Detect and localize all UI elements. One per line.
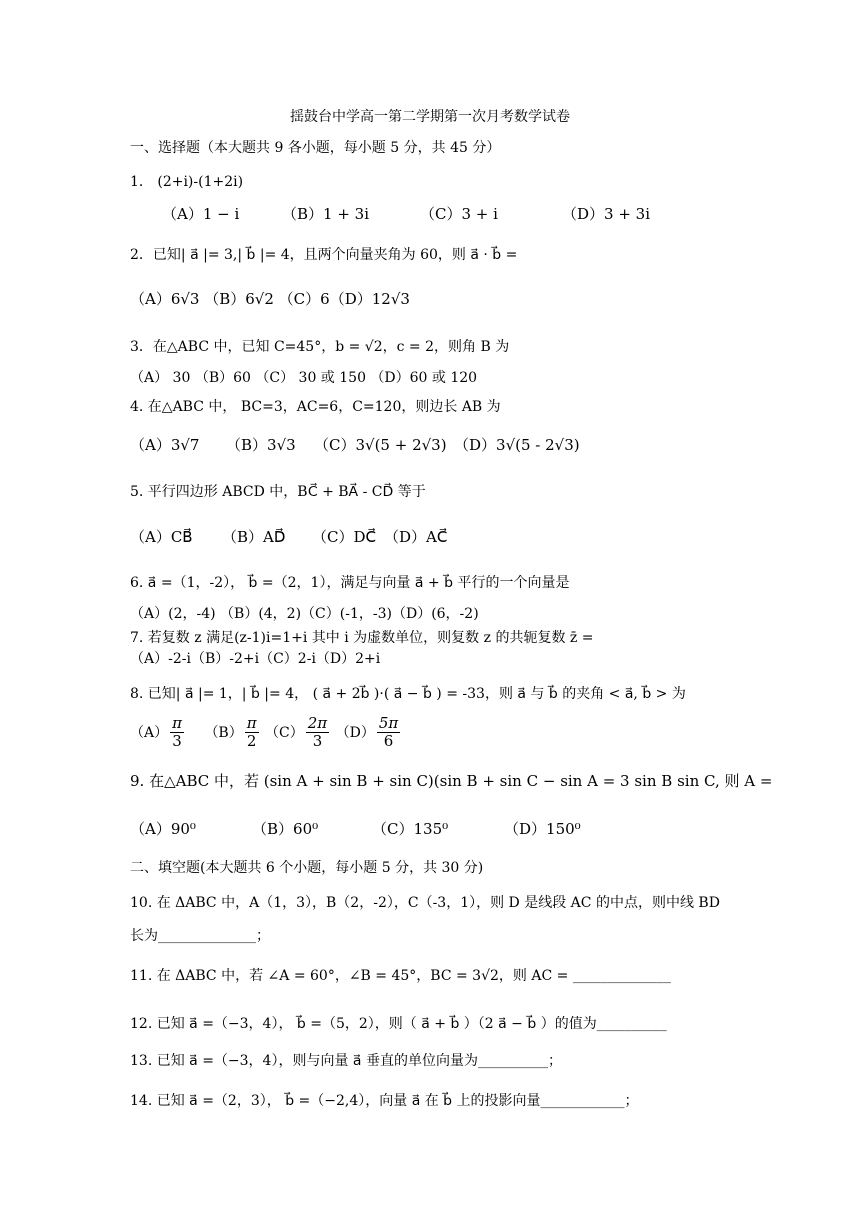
denominator: 2 — [246, 732, 257, 751]
question-10-answer-line: 长为______________； — [130, 928, 270, 944]
numerator: π — [246, 714, 257, 732]
exam-title: 揺鼓台中学高一第二学期第一次月考数学试卷 — [290, 109, 570, 125]
option-c: （C）135⁰ — [372, 820, 449, 838]
numerator: π — [172, 714, 182, 732]
numerator: 5π — [378, 714, 399, 732]
fraction — [306, 715, 329, 751]
question-7-options: （A）-2-i（B）-2+i（C）2-i（D）2+i — [130, 651, 381, 667]
question-1-options — [162, 203, 650, 224]
option-label: （D） — [335, 724, 375, 741]
option-c: （C）3 + i — [420, 205, 498, 223]
option-a: （A）CB⃗ — [130, 528, 193, 546]
option-d: （D）3√(5 - 2√3) — [454, 436, 580, 454]
option-label: （B） — [204, 724, 243, 741]
option-b: （B）1 + 3i — [282, 205, 370, 223]
fraction — [377, 715, 400, 751]
denominator: 3 — [312, 732, 323, 751]
option-c: （C）DC⃗ — [312, 528, 376, 546]
question-5-options — [130, 526, 447, 547]
option-b: （B）AD⃗ — [222, 528, 286, 546]
fraction — [170, 715, 184, 751]
question-12-stem: 12. 已知 a⃗ =（−3，4）， b⃗ =（5，2），则（ a⃗ + b⃗ ）（2 a⃗ − b⃗ ）的值为__________ — [130, 1016, 667, 1032]
question-8-stem: 8. 已知| a⃗ |= 1，| b⃗ |= 4， ( a⃗ + 2b⃗ )·( a⃗ − b⃗ ) = -33，则 a⃗ 与 b⃗ 的夹角 < a⃗, b⃗ > 为 — [130, 686, 686, 702]
option-b — [204, 714, 260, 751]
question-1-stem: 1． (2+i)-(1+2i) — [130, 174, 244, 190]
option-b: （B）60⁰ — [252, 820, 319, 838]
option-a: （A）3√7 — [130, 436, 200, 454]
option-label: （A） — [130, 724, 169, 741]
option-d: （D）3 + 3i — [562, 205, 651, 223]
question-9-stem: 9. 在△ABC 中，若 (sin A + sin B + sin C)(sin B + sin C − sin A = 3 sin B sin C, 则 A = — [130, 772, 773, 790]
option-d: （D）AC⃗ — [384, 528, 448, 546]
denominator: 3 — [172, 732, 182, 751]
question-6-stem: 6. a⃗ =（1，-2）， b⃗ =（2，1），满足与向量 a⃗ + b⃗ 平行的一个向量是 — [130, 575, 570, 591]
question-6-options: （A）(2，-4) （B）(4，2)（C）(-1，-3)（D）(6，-2) — [130, 606, 479, 622]
question-7-stem: 7. 若复数 z 满足(z-1)i=1+i 其中 i 为虚数单位，则复数 z 的共轭复数 z̄ = — [130, 630, 594, 646]
question-5-stem: 5. 平行四边形 ABCD 中，BC⃗ + BA⃗ - CD⃗ 等于 — [130, 484, 426, 500]
question-3-options: （A） 30 （B）60 （C） 30 或 150 （D）60 或 120 — [130, 370, 478, 386]
question-9-options — [130, 818, 581, 839]
question-13-stem: 13. 已知 a⃗ =（−3，4），则与向量 a⃗ 垂直的单位向量为__________； — [130, 1053, 562, 1069]
numerator: 2π — [307, 714, 328, 732]
question-2-stem: 2．已知| a⃗ |= 3,| b⃗ |= 4，且两个向量夹角为 60，则 a⃗ · b⃗ = — [130, 247, 518, 263]
question-4-stem: 4. 在△ABC 中， BC=3，AC=6，C=120，则边长 AB 为 — [130, 399, 501, 415]
option-d: （D）150⁰ — [504, 820, 581, 838]
option-b: （B）3√3 — [226, 436, 296, 454]
question-2-options: （A）6√3 （B）6√2 （C）6（D）12√3 — [130, 290, 410, 308]
option-a: （A）1 − i — [162, 205, 240, 223]
question-3-stem: 3．在△ABC 中，已知 C=45°，b = √2，c = 2，则角 B 为 — [130, 339, 510, 355]
question-8-options — [130, 715, 402, 751]
question-11-stem: 11. 在 ΔABC 中，若 ∠A = 60°，∠B = 45°，BC = 3√2，则 AC = ______________ — [130, 968, 671, 984]
question-4-options — [130, 434, 580, 455]
option-a — [130, 714, 186, 751]
fraction — [245, 715, 259, 751]
section-choice-heading: 一、选择题（本大题共 9 各小题，每小题 5 分，共 45 分） — [130, 140, 501, 156]
section-fill-heading: 二、填空题(本大题共 6 个小题，每小题 5 分，共 30 分) — [130, 860, 484, 876]
denominator: 6 — [383, 732, 394, 751]
question-14-stem: 14. 已知 a⃗ =（2，3）， b⃗ =（−2,4），向量 a⃗ 在 b⃗ 上的投影向量____________； — [130, 1093, 639, 1109]
question-10-stem: 10. 在 ΔABC 中，A（1，3），B（2，-2），C（-3，1），则 D 是线段 AC 的中点，则中线 BD — [130, 895, 720, 911]
option-label: （C） — [265, 724, 304, 741]
option-c: （C）3√(5 + 2√3) — [314, 436, 447, 454]
option-a: （A）90⁰ — [130, 820, 196, 838]
